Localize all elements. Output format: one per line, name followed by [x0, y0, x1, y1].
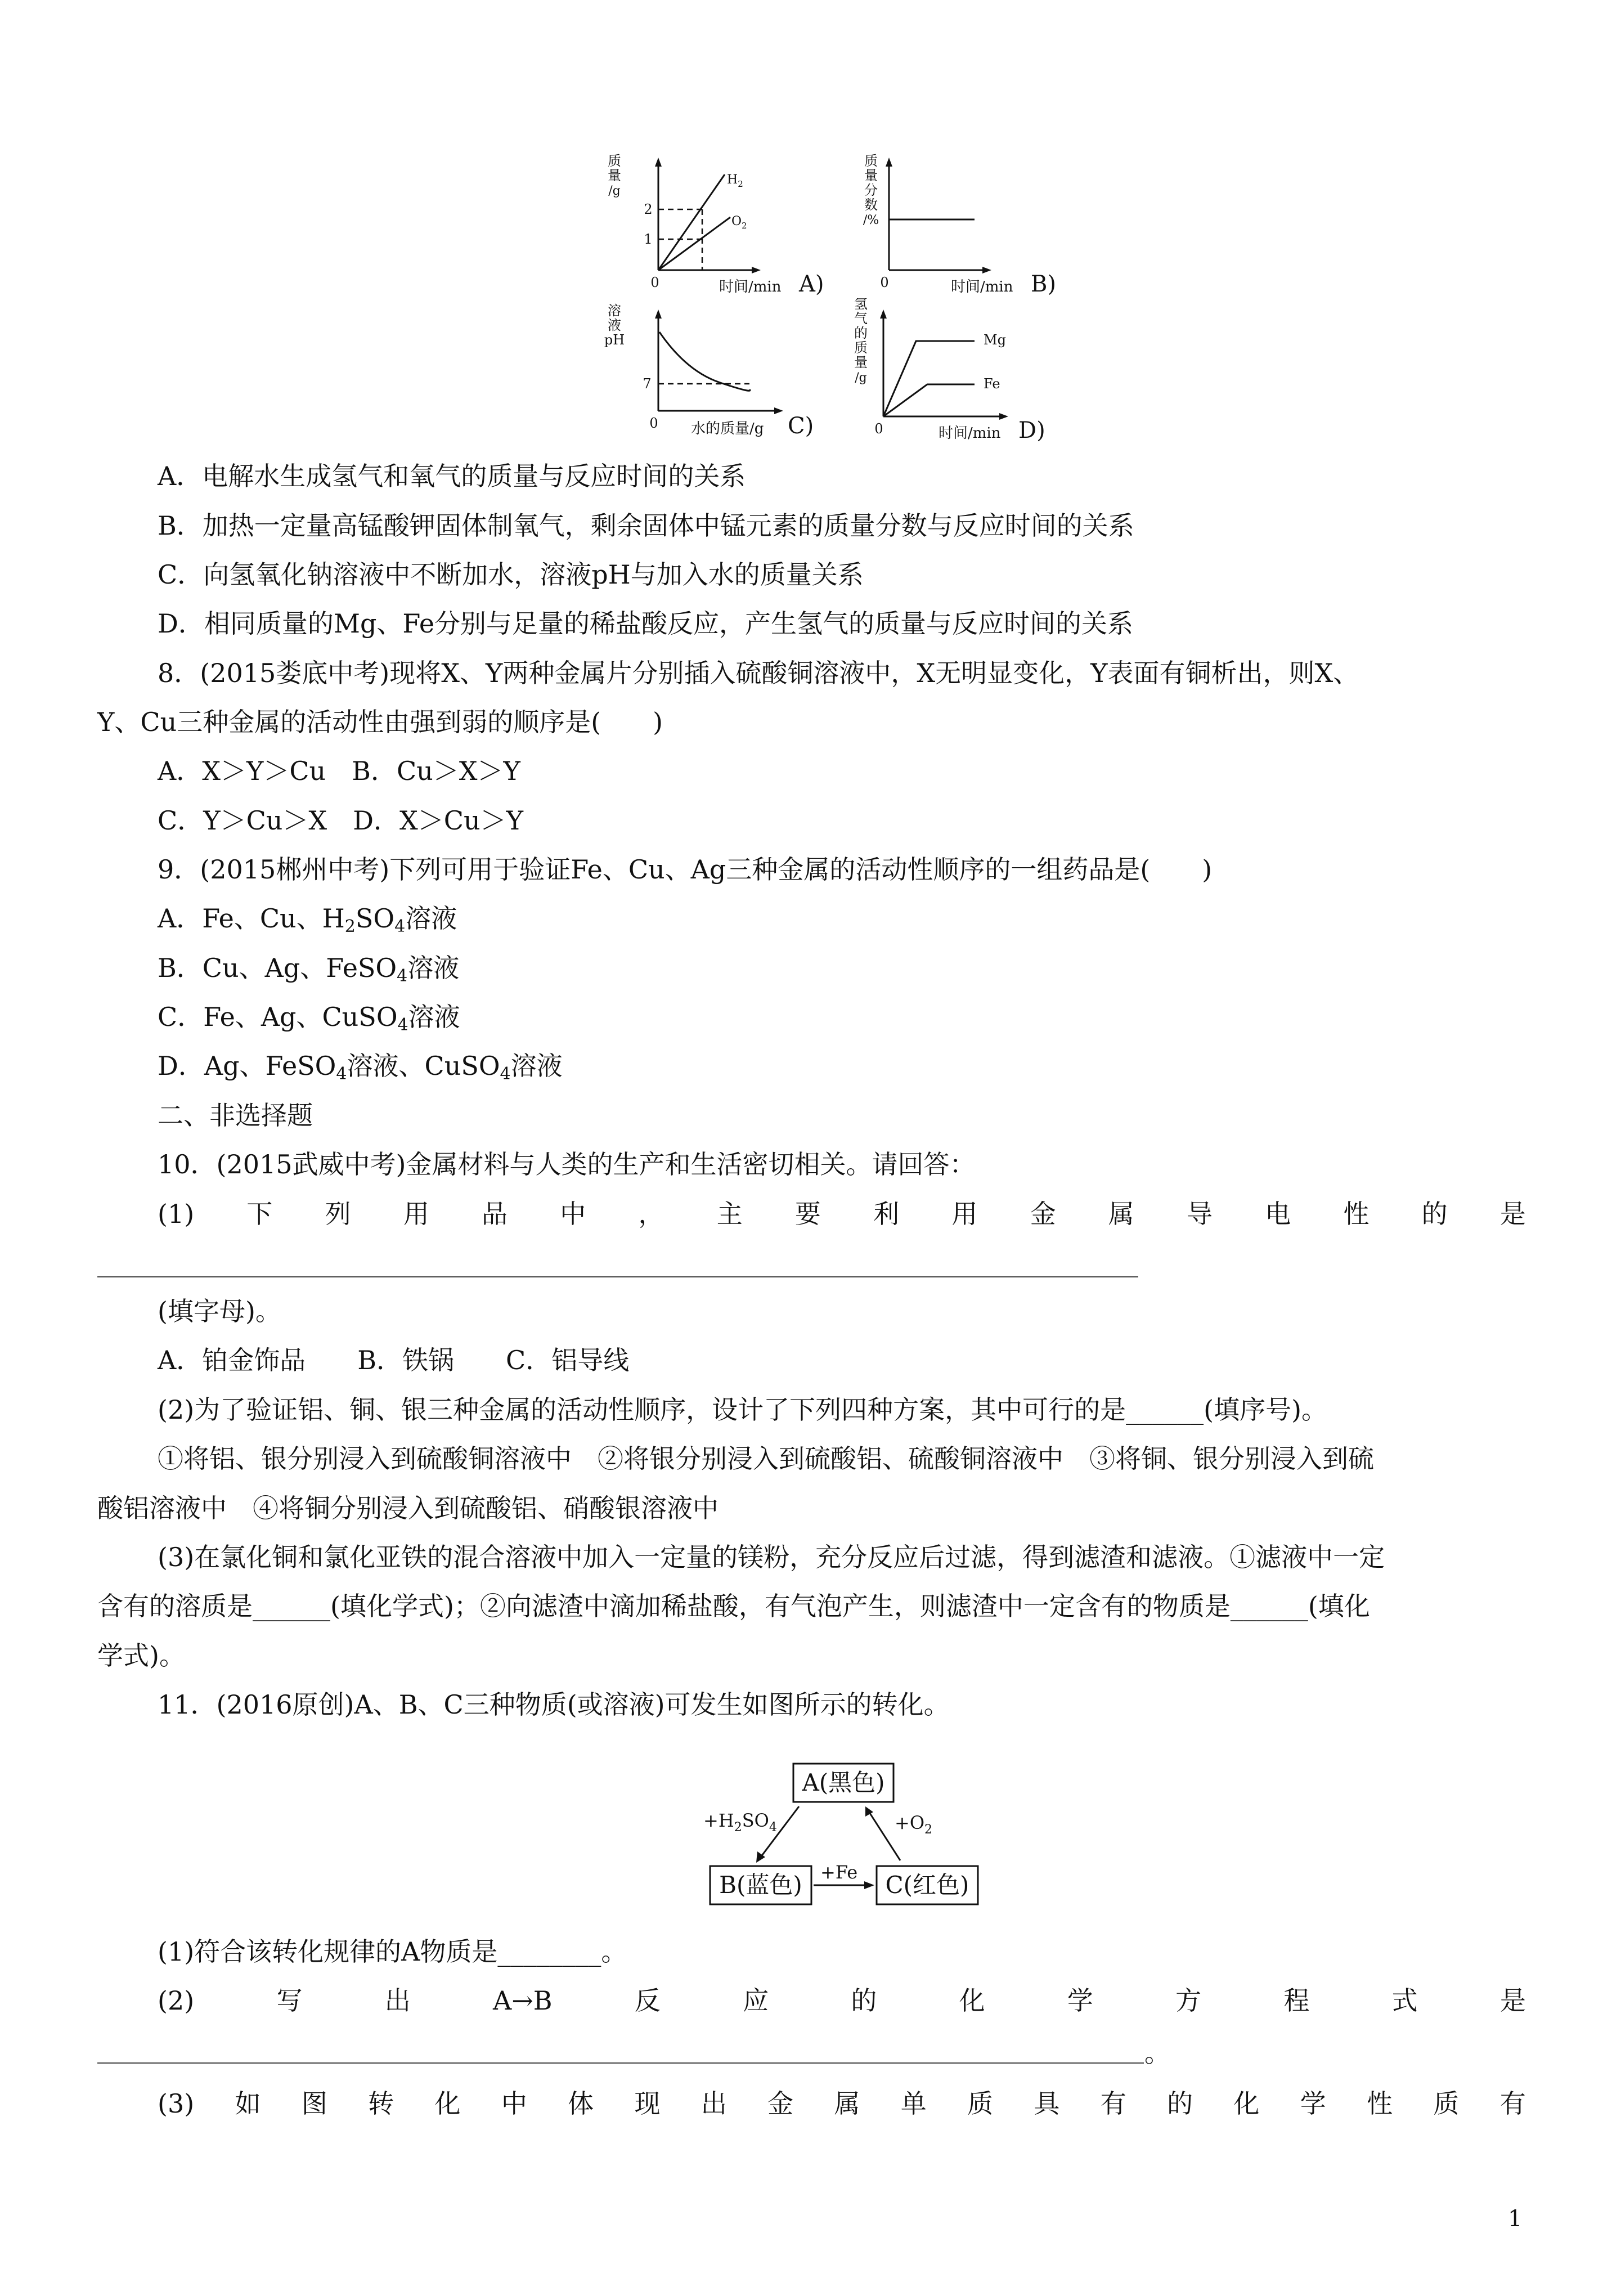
graph-a-origin: 0: [650, 275, 659, 290]
q9-option-c: C．Fe、Ag、CuSO$_4$溶液: [158, 1002, 460, 1035]
q10-part2-schemes-line2: 酸铝溶液中 ④将铜分别浸入到硫酸铝、硝酸银溶液中: [97, 1493, 719, 1523]
q10-part2: (2)为了验证铝、铜、银三种金属的活动性顺序，设计了下列四种方案，其中可行的是______(填序号)。: [158, 1394, 1328, 1425]
graph-d-fe-label: Fe: [984, 376, 1000, 392]
graph-c-origin: 0: [649, 415, 658, 431]
graph-d-mg-label: Mg: [984, 332, 1006, 348]
graph-c: [602, 298, 838, 452]
q11-part1: (1)符合该转化规律的A物质是________。: [158, 1936, 627, 1967]
graph-d-ylabel-6: /g: [855, 371, 867, 385]
q10-part1-tail: (填字母)。: [158, 1296, 281, 1326]
graph-b-ylabel-4: 数: [864, 197, 878, 213]
graph-c-ylabel-2: 液: [608, 317, 621, 333]
q11-part2-line: (2) 写 出 A→B 反 应 的 化 学 方 程 式 是: [158, 1985, 1526, 2016]
graph-a-tick-1: 1: [644, 231, 653, 247]
page-number: 1: [1508, 2206, 1523, 2232]
graph-a-h2-label: $H_2$: [727, 173, 743, 189]
graph-c-ylabel-3: pH: [604, 332, 625, 348]
graph-b-tag: B): [1031, 271, 1056, 297]
graph-d-ylabel-1: 氢: [854, 298, 868, 312]
graph-c-xlabel: 水的质量/g: [691, 420, 764, 437]
q7-option-b: B．加热一定量高锰酸钾固体制氧气，剩余固体中锰元素的质量分数与反应时间的关系: [158, 510, 1134, 541]
q8-options-cd: C．Y＞Cu＞X D．X＞Cu＞Y: [158, 805, 523, 836]
diagram-reagent-fe: +Fe: [820, 1862, 858, 1883]
diagram-label-b: B(蓝色): [719, 1871, 802, 1899]
graph-a: [602, 152, 838, 317]
diagram-label-c: C(红色): [885, 1871, 969, 1899]
graph-d: [844, 298, 1069, 452]
q9-option-d: D．Ag、FeSO$_4$溶液、CuSO$_4$溶液: [158, 1051, 563, 1084]
q10-part1-answer-line[interactable]: [97, 1276, 1138, 1277]
graph-b-xlabel: 时间/min: [951, 279, 1013, 295]
graph-d-ylabel-4: 质: [854, 340, 868, 356]
section-heading: 二、非选择题: [158, 1100, 313, 1131]
graph-d-origin: 0: [874, 421, 883, 437]
graph-d-tag: D): [1018, 418, 1045, 443]
graph-b-ylabel-1: 质: [864, 153, 878, 169]
graph-a-ylabel-1: 质: [608, 153, 621, 169]
graph-c-tag: C): [788, 413, 814, 439]
q10-part1-line: (1) 下 列 用 品 中 ， 主 要 利 用 金 属 导 电 性 的 是: [158, 1199, 1526, 1229]
graph-d-ylabel-3: 的: [854, 325, 868, 341]
diagram-reagent-h2so4: $+H_2SO_4$: [703, 1810, 777, 1835]
q8-stem-line1: 8．(2015娄底中考)现将X、Y两种金属片分别插入硫酸铜溶液中，X无明显变化，Y表面有铜析出，则X、: [158, 658, 1359, 688]
q11-part2-tail: 。: [1144, 2038, 1170, 2068]
graph-a-tag: A): [799, 271, 824, 297]
q10-part1-options: A．铂金饰品 B．铁锅 C．铝导线: [158, 1345, 630, 1375]
graph-b-ylabel-2: 量: [864, 168, 878, 183]
q11-transformation-diagram: [698, 1750, 1002, 1921]
graph-b-ylabel-3: 分: [864, 182, 878, 198]
q11-part3-line: (3) 如 图 转 化 中 体 现 出 金 属 单 质 具 有 的 化 学 性 质 有: [158, 2088, 1526, 2119]
diagram-reagent-o2: $+O_2$: [895, 1812, 933, 1837]
q10-part3-line1: (3)在氯化铜和氯化亚铁的混合溶液中加入一定量的镁粉，充分反应后过滤，得到滤渣和滤液。①滤液中一定: [158, 1542, 1385, 1572]
q7-option-a: A．电解水生成氢气和氧气的质量与反应时间的关系: [158, 461, 746, 491]
q8-stem-line2: Y、Cu三种金属的活动性由强到弱的顺序是( ): [97, 707, 663, 737]
graph-b-ylabel-5: /%: [863, 213, 879, 227]
q10-part3-line3: 学式)。: [97, 1640, 185, 1671]
diagram-label-a: A(黑色): [802, 1769, 885, 1796]
q8-options-ab: A．X＞Y＞Cu B．Cu＞X＞Y: [158, 756, 520, 786]
q11-part2-answer-line[interactable]: [97, 2062, 1144, 2064]
q10-part3-line2: 含有的溶质是______(填化学式)；②向滤渣中滴加稀盐酸，有气泡产生，则滤渣中一定含有的物质是______(填化: [97, 1591, 1370, 1621]
graph-c-ylabel-1: 溶: [608, 303, 621, 319]
q9-stem: 9．(2015郴州中考)下列可用于验证Fe、Cu、Ag三种金属的活动性顺序的一组药品是( ): [158, 854, 1213, 885]
q11-stem: 11．(2016原创)A、B、C三种物质(或溶液)可发生如图所示的转化。: [158, 1689, 950, 1720]
graph-b-origin: 0: [880, 275, 889, 290]
q9-option-a: A．Fe、Cu、$H_2SO_4$溶液: [158, 903, 457, 936]
graph-c-tick-7: 7: [643, 376, 652, 392]
graph-b: [844, 152, 1069, 317]
graph-a-ylabel-3: /g: [608, 184, 621, 198]
q10-part2-schemes-line1: ①将铝、银分别浸入到硫酸铜溶液中 ②将银分别浸入到硫酸铝、硫酸铜溶液中 ③将铜、银分别浸入到硫: [158, 1443, 1374, 1474]
graph-a-tick-2: 2: [644, 201, 653, 217]
graph-a-xlabel: 时间/min: [719, 279, 782, 295]
q9-option-b: B．Cu、Ag、FeSO$_4$溶液: [158, 953, 460, 986]
graph-a-o2-label: $O_2$: [731, 214, 747, 231]
q7-option-d: D．相同质量的Mg、Fe分别与足量的稀盐酸反应，产生氢气的质量与反应时间的关系: [158, 608, 1134, 639]
graph-a-ylabel-2: 量: [608, 168, 621, 183]
graph-d-ylabel-2: 气: [854, 311, 868, 326]
q10-stem: 10．(2015武威中考)金属材料与人类的生产和生活密切相关。请回答：: [158, 1149, 976, 1180]
q7-option-c: C．向氢氧化钠溶液中不断加水，溶液pH与加入水的质量关系: [158, 559, 864, 590]
graph-d-xlabel: 时间/min: [939, 425, 1001, 442]
graph-d-ylabel-5: 量: [854, 355, 868, 370]
